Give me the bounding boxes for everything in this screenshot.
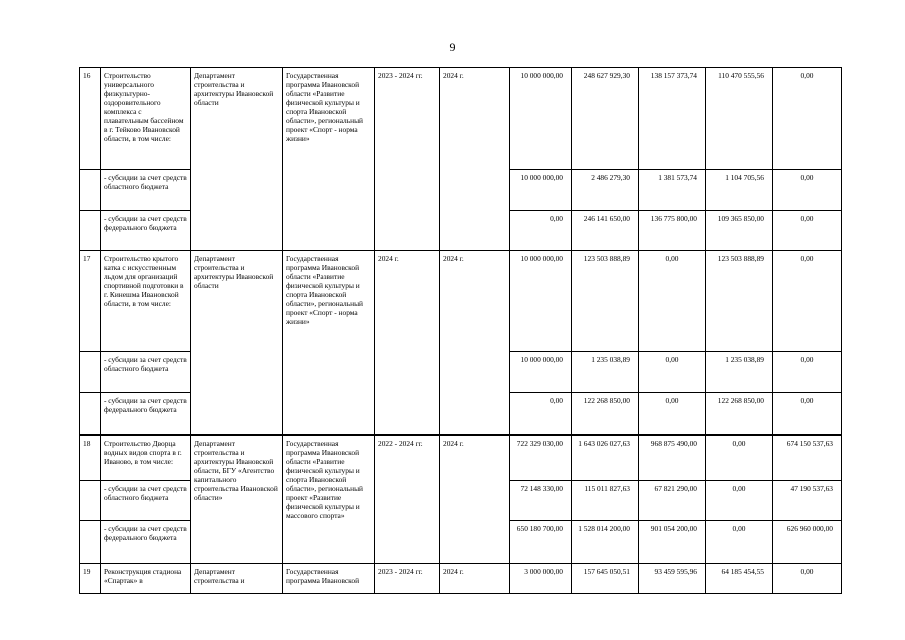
value-1: 650 180 700,00 — [510, 521, 572, 564]
subsidy-label: - субсидии за счет средств областного бюджета — [101, 352, 191, 393]
executor: Департамент строительства и архитектуры Ивановской области — [191, 68, 283, 251]
value-4: 1 104 705,56 — [706, 170, 773, 211]
value-4: 122 268 850,00 — [706, 393, 773, 435]
value-5: 0,00 — [773, 68, 842, 170]
value-2: 2 486 279,30 — [572, 170, 639, 211]
row-number: 17 — [80, 251, 101, 352]
value-1: 72 148 330,00 — [510, 481, 572, 521]
row-number-empty — [80, 211, 101, 251]
value-2: 1 643 026 027,63 — [572, 435, 639, 481]
value-3: 67 821 290,00 — [639, 481, 706, 521]
value-3: 1 381 573,74 — [639, 170, 706, 211]
period: 2023 - 2024 гг. — [375, 564, 440, 594]
executor: Департамент строительства и архитектуры Ивановской области, БГУ «Агентство капитального строительства Ивановской области» — [191, 435, 283, 564]
value-5: 0,00 — [773, 211, 842, 251]
value-3: 0,00 — [639, 393, 706, 435]
value-2: 122 268 850,00 — [572, 393, 639, 435]
year: 2024 г. — [440, 251, 510, 435]
subsidy-label: - субсидии за счет средств областного бюджета — [101, 170, 191, 211]
object-name: Строительство универсального физкультурно-оздоровительного комплекса с плавательным бассейном в г. Тейково Ивановской области, в том числе: — [101, 68, 191, 170]
value-3: 136 775 800,00 — [639, 211, 706, 251]
row-number-empty — [80, 481, 101, 521]
executor: Департамент строительства и архитектуры Ивановской области — [191, 251, 283, 435]
table-row — [80, 68, 842, 170]
row-number-empty — [80, 170, 101, 211]
period: 2024 г. — [375, 251, 440, 435]
value-2: 115 011 827,63 — [572, 481, 639, 521]
year: 2024 г. — [440, 435, 510, 564]
value-4: 123 503 888,89 — [706, 251, 773, 352]
value-4: 0,00 — [706, 435, 773, 481]
year: 2024 г. — [440, 564, 510, 594]
value-5: 0,00 — [773, 393, 842, 435]
value-1: 722 329 030,00 — [510, 435, 572, 481]
period: 2022 - 2024 гг. — [375, 435, 440, 564]
row-number-empty — [80, 393, 101, 435]
value-1: 10 000 000,00 — [510, 251, 572, 352]
value-3: 901 054 200,00 — [639, 521, 706, 564]
row-number-empty — [80, 521, 101, 564]
value-4: 110 470 555,56 — [706, 68, 773, 170]
object-name: Строительство Дворца водных видов спорта в г. Иваново, в том числе: — [101, 435, 191, 481]
value-1: 10 000 000,00 — [510, 170, 572, 211]
value-4: 64 185 454,55 — [706, 564, 773, 594]
value-4: 0,00 — [706, 521, 773, 564]
subsidy-label: - субсидии за счет средств федерального бюджета — [101, 211, 191, 251]
budget-table — [79, 67, 842, 594]
value-2: 246 141 650,00 — [572, 211, 639, 251]
value-5: 674 150 537,63 — [773, 435, 842, 481]
program: Государственная программа Ивановской области «Развитие физической культуры и спорта Ивановской области», региональный проект «Развитие физической культуры и массового спорта» — [283, 435, 375, 564]
value-3: 0,00 — [639, 251, 706, 352]
page-number: 9 — [449, 40, 456, 54]
value-1: 10 000 000,00 — [510, 68, 572, 170]
program: Государственная программа Ивановской области «Развитие физической культуры и спорта Ивановской области», региональный проект «Спорт - норма жизни» — [283, 251, 375, 435]
value-2: 1 235 038,89 — [572, 352, 639, 393]
value-3: 968 875 490,00 — [639, 435, 706, 481]
row-number: 16 — [80, 68, 101, 170]
value-5: 0,00 — [773, 352, 842, 393]
table-row — [80, 251, 842, 352]
value-1: 0,00 — [510, 393, 572, 435]
program: Государственная программа Ивановской области «Развитие физической культуры и спорта Ивановской области», региональный проект «Спорт - норма жизни» — [283, 68, 375, 251]
object-name: Реконструкция стадиона «Спартак» в — [101, 564, 191, 594]
value-2: 1 528 014 200,00 — [572, 521, 639, 564]
value-5: 626 960 000,00 — [773, 521, 842, 564]
table-row — [80, 435, 842, 481]
value-4: 109 365 850,00 — [706, 211, 773, 251]
value-5: 0,00 — [773, 251, 842, 352]
program: Государственная программа Ивановской — [283, 564, 375, 594]
value-3: 138 157 373,74 — [639, 68, 706, 170]
value-3: 0,00 — [639, 352, 706, 393]
table-row — [80, 564, 842, 594]
object-name: Строительство крытого катка с искусственным льдом для организаций спортивной подготовки в г. Кинешма Ивановской области, в том числе: — [101, 251, 191, 352]
value-5: 0,00 — [773, 564, 842, 594]
year: 2024 г. — [440, 68, 510, 251]
subsidy-label: - субсидии за счет средств федерального бюджета — [101, 393, 191, 435]
value-2: 157 645 050,51 — [572, 564, 639, 594]
value-2: 248 627 929,30 — [572, 68, 639, 170]
row-number-empty — [80, 352, 101, 393]
period: 2023 - 2024 гг. — [375, 68, 440, 251]
value-5: 0,00 — [773, 170, 842, 211]
value-4: 1 235 038,89 — [706, 352, 773, 393]
row-number: 19 — [80, 564, 101, 594]
value-3: 93 459 595,96 — [639, 564, 706, 594]
row-number: 18 — [80, 435, 101, 481]
value-5: 47 190 537,63 — [773, 481, 842, 521]
subsidy-label: - субсидии за счет средств областного бюджета — [101, 481, 191, 521]
executor: Департамент строительства и — [191, 564, 283, 594]
value-2: 123 503 888,89 — [572, 251, 639, 352]
value-1: 0,00 — [510, 211, 572, 251]
value-1: 10 000 000,00 — [510, 352, 572, 393]
value-1: 3 000 000,00 — [510, 564, 572, 594]
value-4: 0,00 — [706, 481, 773, 521]
subsidy-label: - субсидии за счет средств федерального бюджета — [101, 521, 191, 564]
